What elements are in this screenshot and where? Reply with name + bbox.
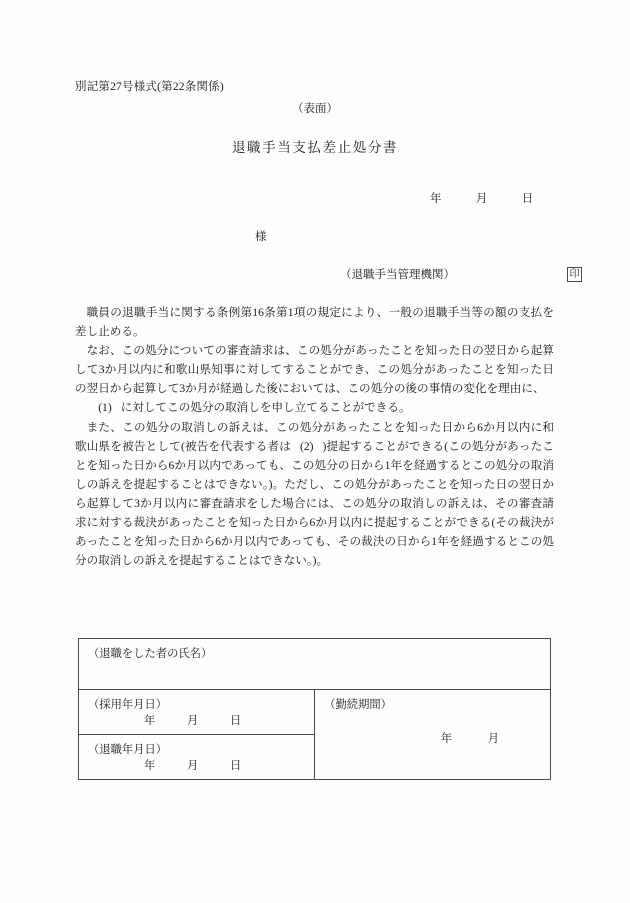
- tenure-year-unit: 年: [440, 733, 453, 745]
- hire-day-unit: 日: [229, 715, 242, 727]
- body-paragraph-3: [75, 398, 554, 417]
- tenure-month-unit: 月: [487, 733, 499, 745]
- tenure-cell[interactable]: [315, 690, 551, 780]
- tenure-blanks: [324, 730, 541, 746]
- issuer-row: [340, 266, 582, 282]
- retiree-name-label: （退職をした者の氏名）: [88, 648, 213, 660]
- retire-date-cell[interactable]: [79, 735, 315, 780]
- body-paragraph-2: なお、この処分についての審査請求は、この処分があったことを知った日の翌日から起算して3か月以内に和歌山県知事に対してすることができ、この処分があったことを知った日の翌日から起算して3か月が経過した後においては、この処分の後の事情の変化を理由に、: [75, 344, 554, 396]
- date-month-label: 月: [475, 193, 488, 205]
- body-paragraph-4-part-a: また、この処分の取消しの訴えは、この処分があったことを知った日から6か月以内に和歌山県を被告として(被告を代表する者は: [75, 420, 554, 453]
- retire-date-label: （退職年月日）: [88, 744, 168, 756]
- retire-year-unit: 年: [144, 760, 156, 772]
- table-row: [79, 639, 551, 690]
- body-text: [75, 303, 554, 570]
- blank-field-2: (2): [299, 439, 314, 453]
- hire-date-blanks: [144, 712, 241, 728]
- body-paragraph-4-part-b: )提起することができる(この処分があったことを知った日から6か月以内であっても、この処分の日から1年を経過するとこの処分の取消しの訴えを提起することはできない。)。ただし、この処分があったことを知った日の翌日から起算して3か月以内に審査請求をした場合には、この処分の取消しの訴えは、その審査請求に対する裁決があったことを知った日から6か月以内に提起することができる(その裁決があったことを知った日から6か月以内であっても、その裁決の日から1年を経過するとこの処分の取消しの訴えを提起することはできない。)。: [75, 439, 554, 568]
- date-day-label: 日: [521, 193, 534, 205]
- retiree-info-table: [78, 638, 551, 780]
- body-paragraph-3-text: に対してこの処分の取消しを申し立てることができる。: [120, 401, 411, 415]
- body-paragraph-1: 職員の退職手当に関する条例第16条第1項の規定により、一般の退職手当等の額の支払を差し止める。: [75, 306, 554, 339]
- issuer-label: （退職手当管理機関）: [340, 269, 455, 281]
- blank-field-1: (1): [98, 401, 112, 415]
- hire-month-unit: 月: [186, 715, 199, 727]
- addressee-suffix: 様: [255, 231, 267, 243]
- retire-day-unit: 日: [229, 760, 242, 772]
- hire-year-unit: 年: [144, 715, 156, 727]
- table-row: [79, 690, 551, 735]
- body-paragraph-4: [75, 418, 554, 571]
- date-year-label: 年: [430, 193, 442, 205]
- retiree-name-cell[interactable]: [79, 639, 551, 690]
- date-line: [430, 190, 533, 206]
- retire-month-unit: 月: [186, 760, 199, 772]
- tenure-label: （勤続期間）: [324, 699, 392, 711]
- hire-date-cell[interactable]: [79, 690, 315, 735]
- retire-date-blanks: [144, 757, 241, 773]
- document-title: 退職手当支払差止処分書: [231, 140, 399, 155]
- seal-icon: 印: [567, 267, 582, 282]
- form-number: 別記第27号様式(第22条関係): [75, 81, 224, 93]
- hire-date-label: （採用年月日）: [88, 699, 168, 711]
- side-mark: （表面）: [292, 103, 338, 115]
